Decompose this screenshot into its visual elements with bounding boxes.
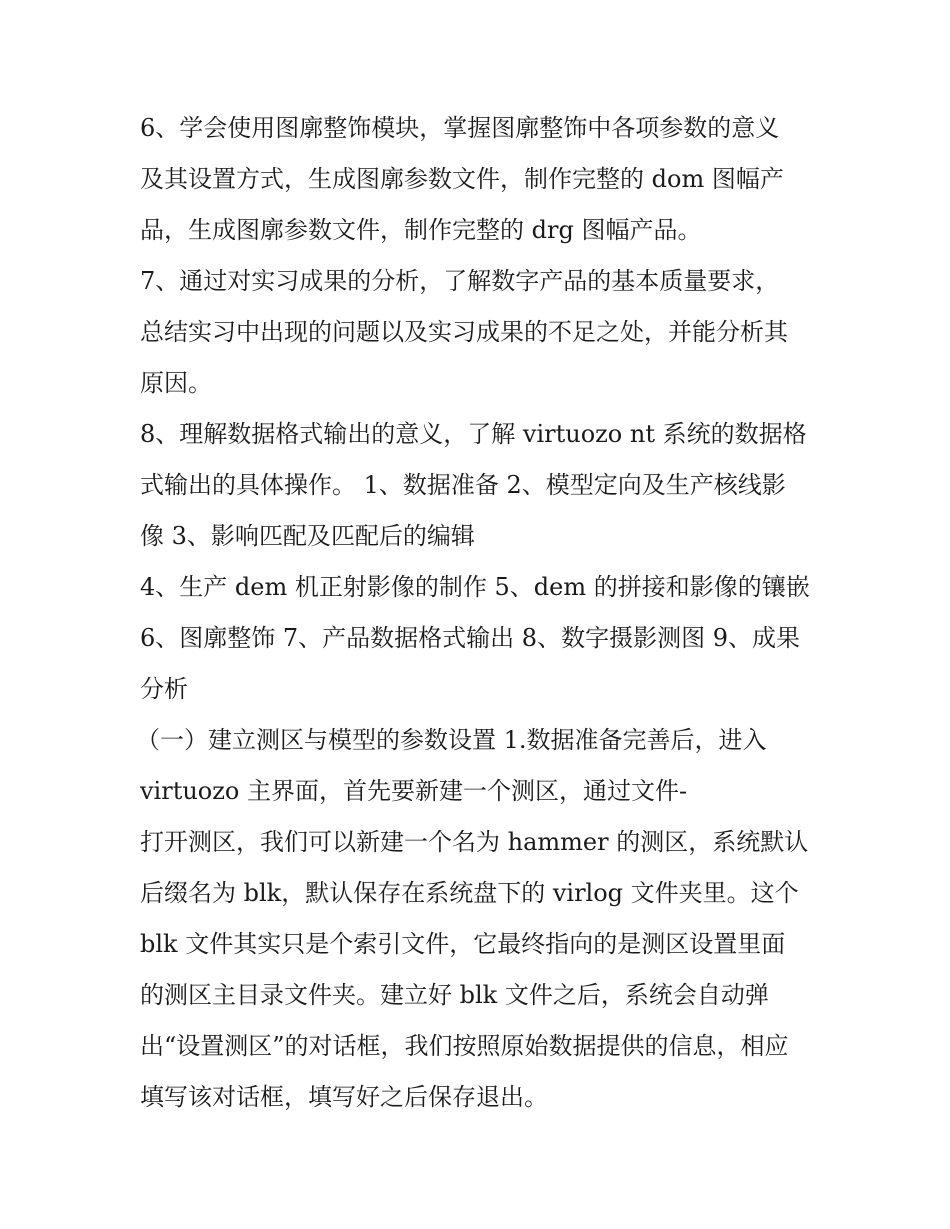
text-line: 7、通过对实习成果的分析，了解数字产品的基本质量要求， [140, 267, 780, 295]
text-line: 分析 [140, 675, 188, 703]
text-line: 4、生产 dem 机正射影像的制作 5、dem 的拼接和影像的镶嵌 [140, 573, 810, 601]
text-line: 打开测区，我们可以新建一个名为 hammer 的测区，系统默认 [140, 828, 809, 856]
text-line: 8、理解数据格式输出的意义，了解 virtuozo nt 系统的数据格 [140, 420, 807, 448]
text-line: 式输出的具体操作。 1、数据准备 2、模型定向及生产核线影 [140, 471, 786, 499]
text-line: 的测区主目录文件夹。建立好 blk 文件之后，系统会自动弹 [140, 981, 769, 1009]
text-line: 原因。 [140, 369, 212, 397]
text-line: blk 文件其实只是个索引文件，它最终指向的是测区设置里面 [140, 930, 786, 958]
text-line: 品，生成图廓参数文件，制作完整的 drg 图幅产品。 [140, 216, 702, 244]
text-line: 出“设置测区”的对话框，我们按照原始数据提供的信息，相应 [140, 1032, 789, 1060]
text-line: 6、学会使用图廓整饰模块，掌握图廓整饰中各项参数的意义 [140, 114, 780, 142]
text-line: 像 3、影响匹配及匹配后的编辑 [140, 522, 475, 550]
text-line: 6、图廓整饰 7、产品数据格式输出 8、数字摄影测图 9、成果 [140, 624, 800, 652]
text-line: 及其设置方式，生成图廓参数文件，制作完整的 dom 图幅产 [140, 165, 784, 193]
text-line: 后缀名为 blk，默认保存在系统盘下的 virlog 文件夹里。这个 [140, 879, 799, 907]
text-line: 填写该对话框，填写好之后保存退出。 [140, 1083, 548, 1111]
text-line: 总结实习中出现的问题以及实习成果的不足之处，并能分析其 [140, 318, 788, 346]
section-heading-line: （一）建立测区与模型的参数设置 1.数据准备完善后，进入 [136, 726, 767, 754]
text-line: virtuozo 主界面，首先要新建一个测区，通过文件- [140, 777, 688, 805]
